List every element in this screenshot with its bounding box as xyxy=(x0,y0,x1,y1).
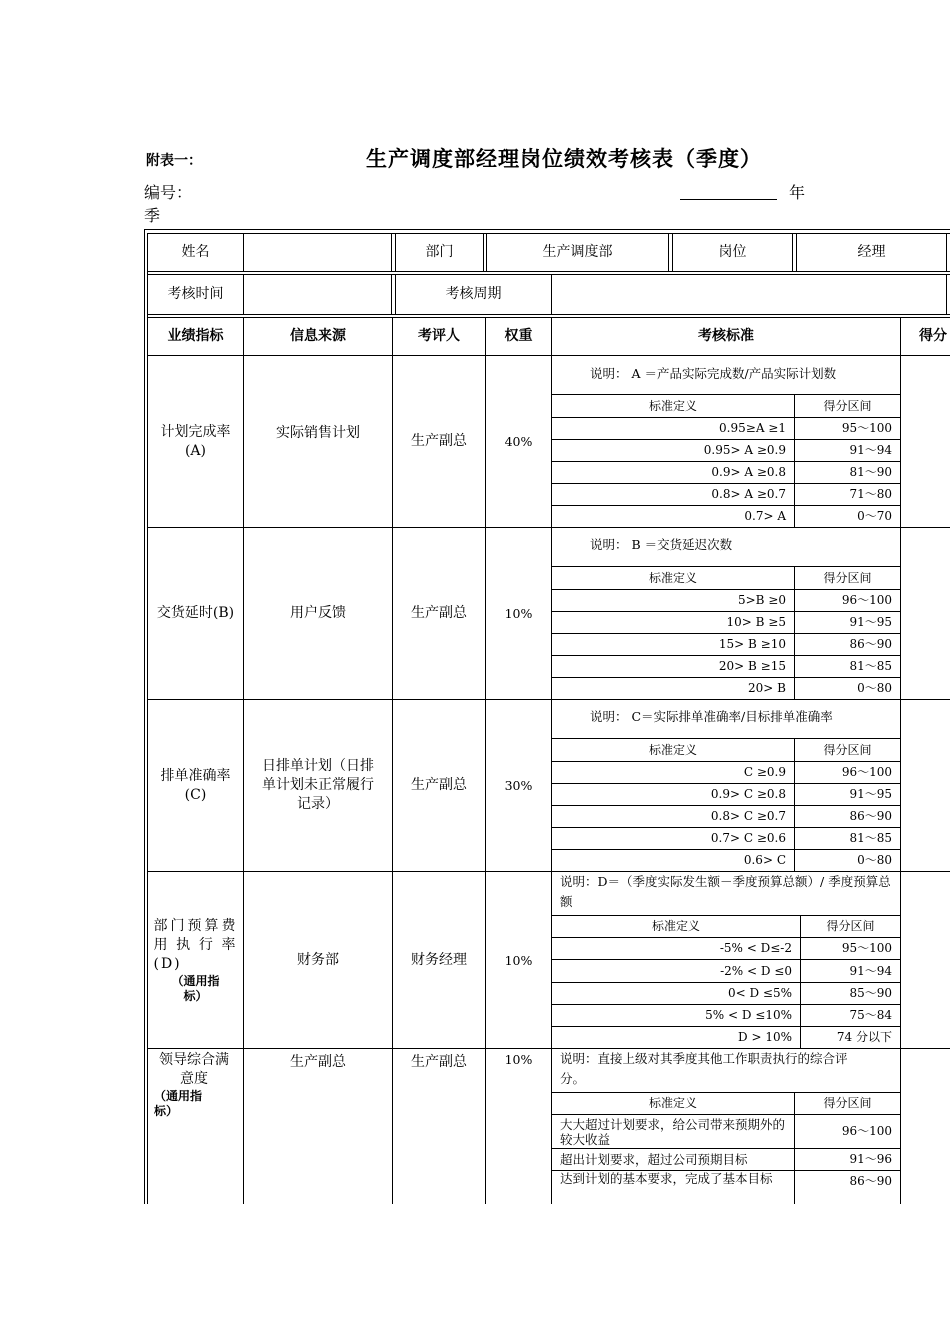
grid-line xyxy=(147,314,950,315)
sub-header-range: 得分区间 xyxy=(823,742,872,757)
col-header-weight: 权重 xyxy=(504,328,533,344)
grid-line xyxy=(391,274,392,314)
criteria-range: 91～94 xyxy=(849,963,892,978)
criteria-definition: 20> B ≥15 xyxy=(718,659,786,673)
grid-line xyxy=(946,274,947,314)
criteria-definition: 0.8> C ≥0.7 xyxy=(710,809,786,823)
row-weight: 10% xyxy=(504,606,533,621)
row-source: 日排单计划（日排单计划未正常履行记录） xyxy=(262,758,374,812)
sub-header-range: 得分区间 xyxy=(823,570,872,585)
criteria-definition: 0.7> A xyxy=(744,509,786,523)
sub-header-range: 得分区间 xyxy=(826,919,875,933)
criteria-range: 81～85 xyxy=(849,831,892,845)
period-label: 考核周期 xyxy=(445,286,502,302)
table-border xyxy=(144,229,950,230)
sub-header-range: 得分区间 xyxy=(823,398,872,413)
criteria-definition: 20> B xyxy=(748,681,786,695)
row-assessor: 财务经理 xyxy=(411,951,467,968)
col-header-indicator: 业绩指标 xyxy=(167,328,224,344)
col-header-assessor: 考评人 xyxy=(418,328,460,344)
criteria-definition: 0.95> A ≥0.9 xyxy=(703,443,786,457)
row-indicator: 交货延时(B) xyxy=(156,605,235,621)
criteria-definition: 0.9> C ≥0.8 xyxy=(710,787,786,801)
criteria-range: 75～84 xyxy=(849,1008,892,1022)
row-indicator: 领导综合满意度 xyxy=(159,1052,229,1087)
sub-header-definition: 标准定义 xyxy=(651,919,700,933)
grid-line xyxy=(946,233,947,271)
criteria-definition: 15> B ≥10 xyxy=(718,637,786,651)
sub-header-definition: 标准定义 xyxy=(648,398,697,413)
criteria-range: 85～90 xyxy=(849,986,892,1000)
row-indicator: 排单准确率(C) xyxy=(160,767,231,803)
criteria-definition: 5>B ≥0 xyxy=(737,593,786,607)
row-weight: 10% xyxy=(504,1052,533,1067)
time-label: 考核时间 xyxy=(167,286,224,302)
row-indicator-sub: （通用指标） xyxy=(171,973,220,1003)
grid-line xyxy=(668,233,669,271)
season-label: 季 xyxy=(144,206,161,225)
sub-header-range: 得分区间 xyxy=(823,1096,872,1110)
criteria-definition: 0.8> A ≥0.7 xyxy=(711,487,786,501)
grid-line xyxy=(900,317,901,1204)
year-label: 年 xyxy=(789,183,806,202)
criteria-range: 0～70 xyxy=(857,509,892,523)
criteria-range: 96～100 xyxy=(841,593,892,607)
grid-line xyxy=(147,271,950,272)
criteria-definition: -2% < D ≤0 xyxy=(720,963,792,978)
row-indicator-cell xyxy=(152,872,239,1048)
criteria-definition: 0.6> C xyxy=(743,853,786,867)
row-indicator: 计划完成率(A) xyxy=(160,423,231,459)
row-source: 实际销售计划 xyxy=(276,425,360,441)
criteria-definition: 大大超过计划要求，给公司带来预期外的较大收益 xyxy=(560,1116,786,1147)
criteria-range: 86～90 xyxy=(849,809,892,823)
criteria-note: 说明： C＝实际排单准确率/目标排单准确率 xyxy=(590,709,833,724)
criteria-definition: D > 10% xyxy=(738,1030,792,1044)
table-border xyxy=(144,229,145,1204)
year-underline xyxy=(680,199,777,200)
dept-label: 部门 xyxy=(425,244,454,260)
sub-header-definition: 标准定义 xyxy=(648,1096,697,1110)
row-source: 生产副总 xyxy=(290,1054,346,1070)
sub-header-definition: 标准定义 xyxy=(648,570,697,585)
criteria-range: 91～96 xyxy=(849,1152,892,1166)
grid-line xyxy=(391,233,392,271)
criteria-definition: 0.7> C ≥0.6 xyxy=(710,831,786,845)
name-label: 姓名 xyxy=(181,244,210,260)
row-indicator-cell xyxy=(154,1051,234,1119)
criteria-range: 95～100 xyxy=(841,941,892,955)
criteria-range: 96～100 xyxy=(841,1124,892,1138)
page-title: 生产调度部经理岗位绩效考核表（季度） xyxy=(366,146,762,171)
time-value[interactable] xyxy=(244,275,391,314)
post-value: 经理 xyxy=(857,244,886,260)
table-border xyxy=(147,233,148,1204)
row-indicator: 部门预算费用执行率(D) xyxy=(153,917,238,972)
criteria-definition: 0< D ≤5% xyxy=(727,986,792,1000)
criteria-definition: 达到计划的基本要求，完成了基本目标 xyxy=(560,1171,773,1186)
criteria-note: 说明： A ＝产品实际完成数/产品实际计划数 xyxy=(590,366,837,381)
row-assessor: 生产副总 xyxy=(411,777,467,793)
criteria-definition: 0.9> A ≥0.8 xyxy=(711,465,786,479)
col-header-score: 得分 xyxy=(919,328,947,344)
criteria-range: 91～95 xyxy=(849,615,892,629)
criteria-definition: C ≥0.9 xyxy=(743,765,786,779)
criteria-definition: 5% < D ≤10% xyxy=(705,1008,792,1022)
criteria-note: 说明：直接上级对其季度其他工作职责执行的综合评分。 xyxy=(560,1051,848,1086)
col-header-source: 信息来源 xyxy=(290,328,346,344)
criteria-range: 96～100 xyxy=(841,765,892,779)
row-indicator-sub: （通用指标） xyxy=(154,1089,203,1118)
row-weight: 40% xyxy=(504,434,533,449)
col-header-standard: 考核标准 xyxy=(698,328,754,344)
post-label: 岗位 xyxy=(718,244,747,260)
row-weight: 10% xyxy=(504,952,533,968)
row-assessor: 生产副总 xyxy=(411,433,467,449)
sub-header-definition: 标准定义 xyxy=(648,742,697,757)
criteria-definition: -5% < D≤-2 xyxy=(719,941,792,955)
criteria-note: 说明： B ＝交货延迟次数 xyxy=(590,537,733,552)
criteria-range: 81～85 xyxy=(849,659,892,673)
criteria-range: 0～80 xyxy=(857,853,892,867)
row-source: 财务部 xyxy=(297,951,339,968)
criteria-range: 0～80 xyxy=(857,681,892,695)
row-assessor: 生产副总 xyxy=(411,605,467,621)
row-weight: 30% xyxy=(504,778,533,793)
row-source: 用户反馈 xyxy=(290,605,346,621)
criteria-range: 81～90 xyxy=(849,465,892,479)
criteria-range: 74 分以下 xyxy=(836,1030,892,1044)
criteria-range: 91～94 xyxy=(849,443,892,457)
dept-value: 生产调度部 xyxy=(542,244,613,260)
criteria-range: 86～90 xyxy=(849,1173,892,1188)
grid-line xyxy=(792,233,793,271)
criteria-note: 说明：D＝（季度实际发生额－季度预算总额）/ 季度预算总额 xyxy=(560,874,891,909)
criteria-range: 71～80 xyxy=(849,487,892,501)
criteria-range: 86～90 xyxy=(849,637,892,651)
name-value[interactable] xyxy=(244,234,391,271)
criteria-definition: 10> B ≥5 xyxy=(726,615,786,629)
grid-line xyxy=(483,233,484,271)
criteria-definition: 0.95≥A ≥1 xyxy=(719,421,786,435)
criteria-definition: 超出计划要求，超过公司预期目标 xyxy=(560,1152,748,1167)
period-value[interactable] xyxy=(552,275,900,314)
criteria-range: 91～95 xyxy=(849,787,892,801)
attachment-label: 附表一： xyxy=(146,153,202,169)
row-assessor: 生产副总 xyxy=(411,1054,467,1070)
code-label: 编号： xyxy=(144,183,193,202)
criteria-range: 95～100 xyxy=(841,421,892,435)
